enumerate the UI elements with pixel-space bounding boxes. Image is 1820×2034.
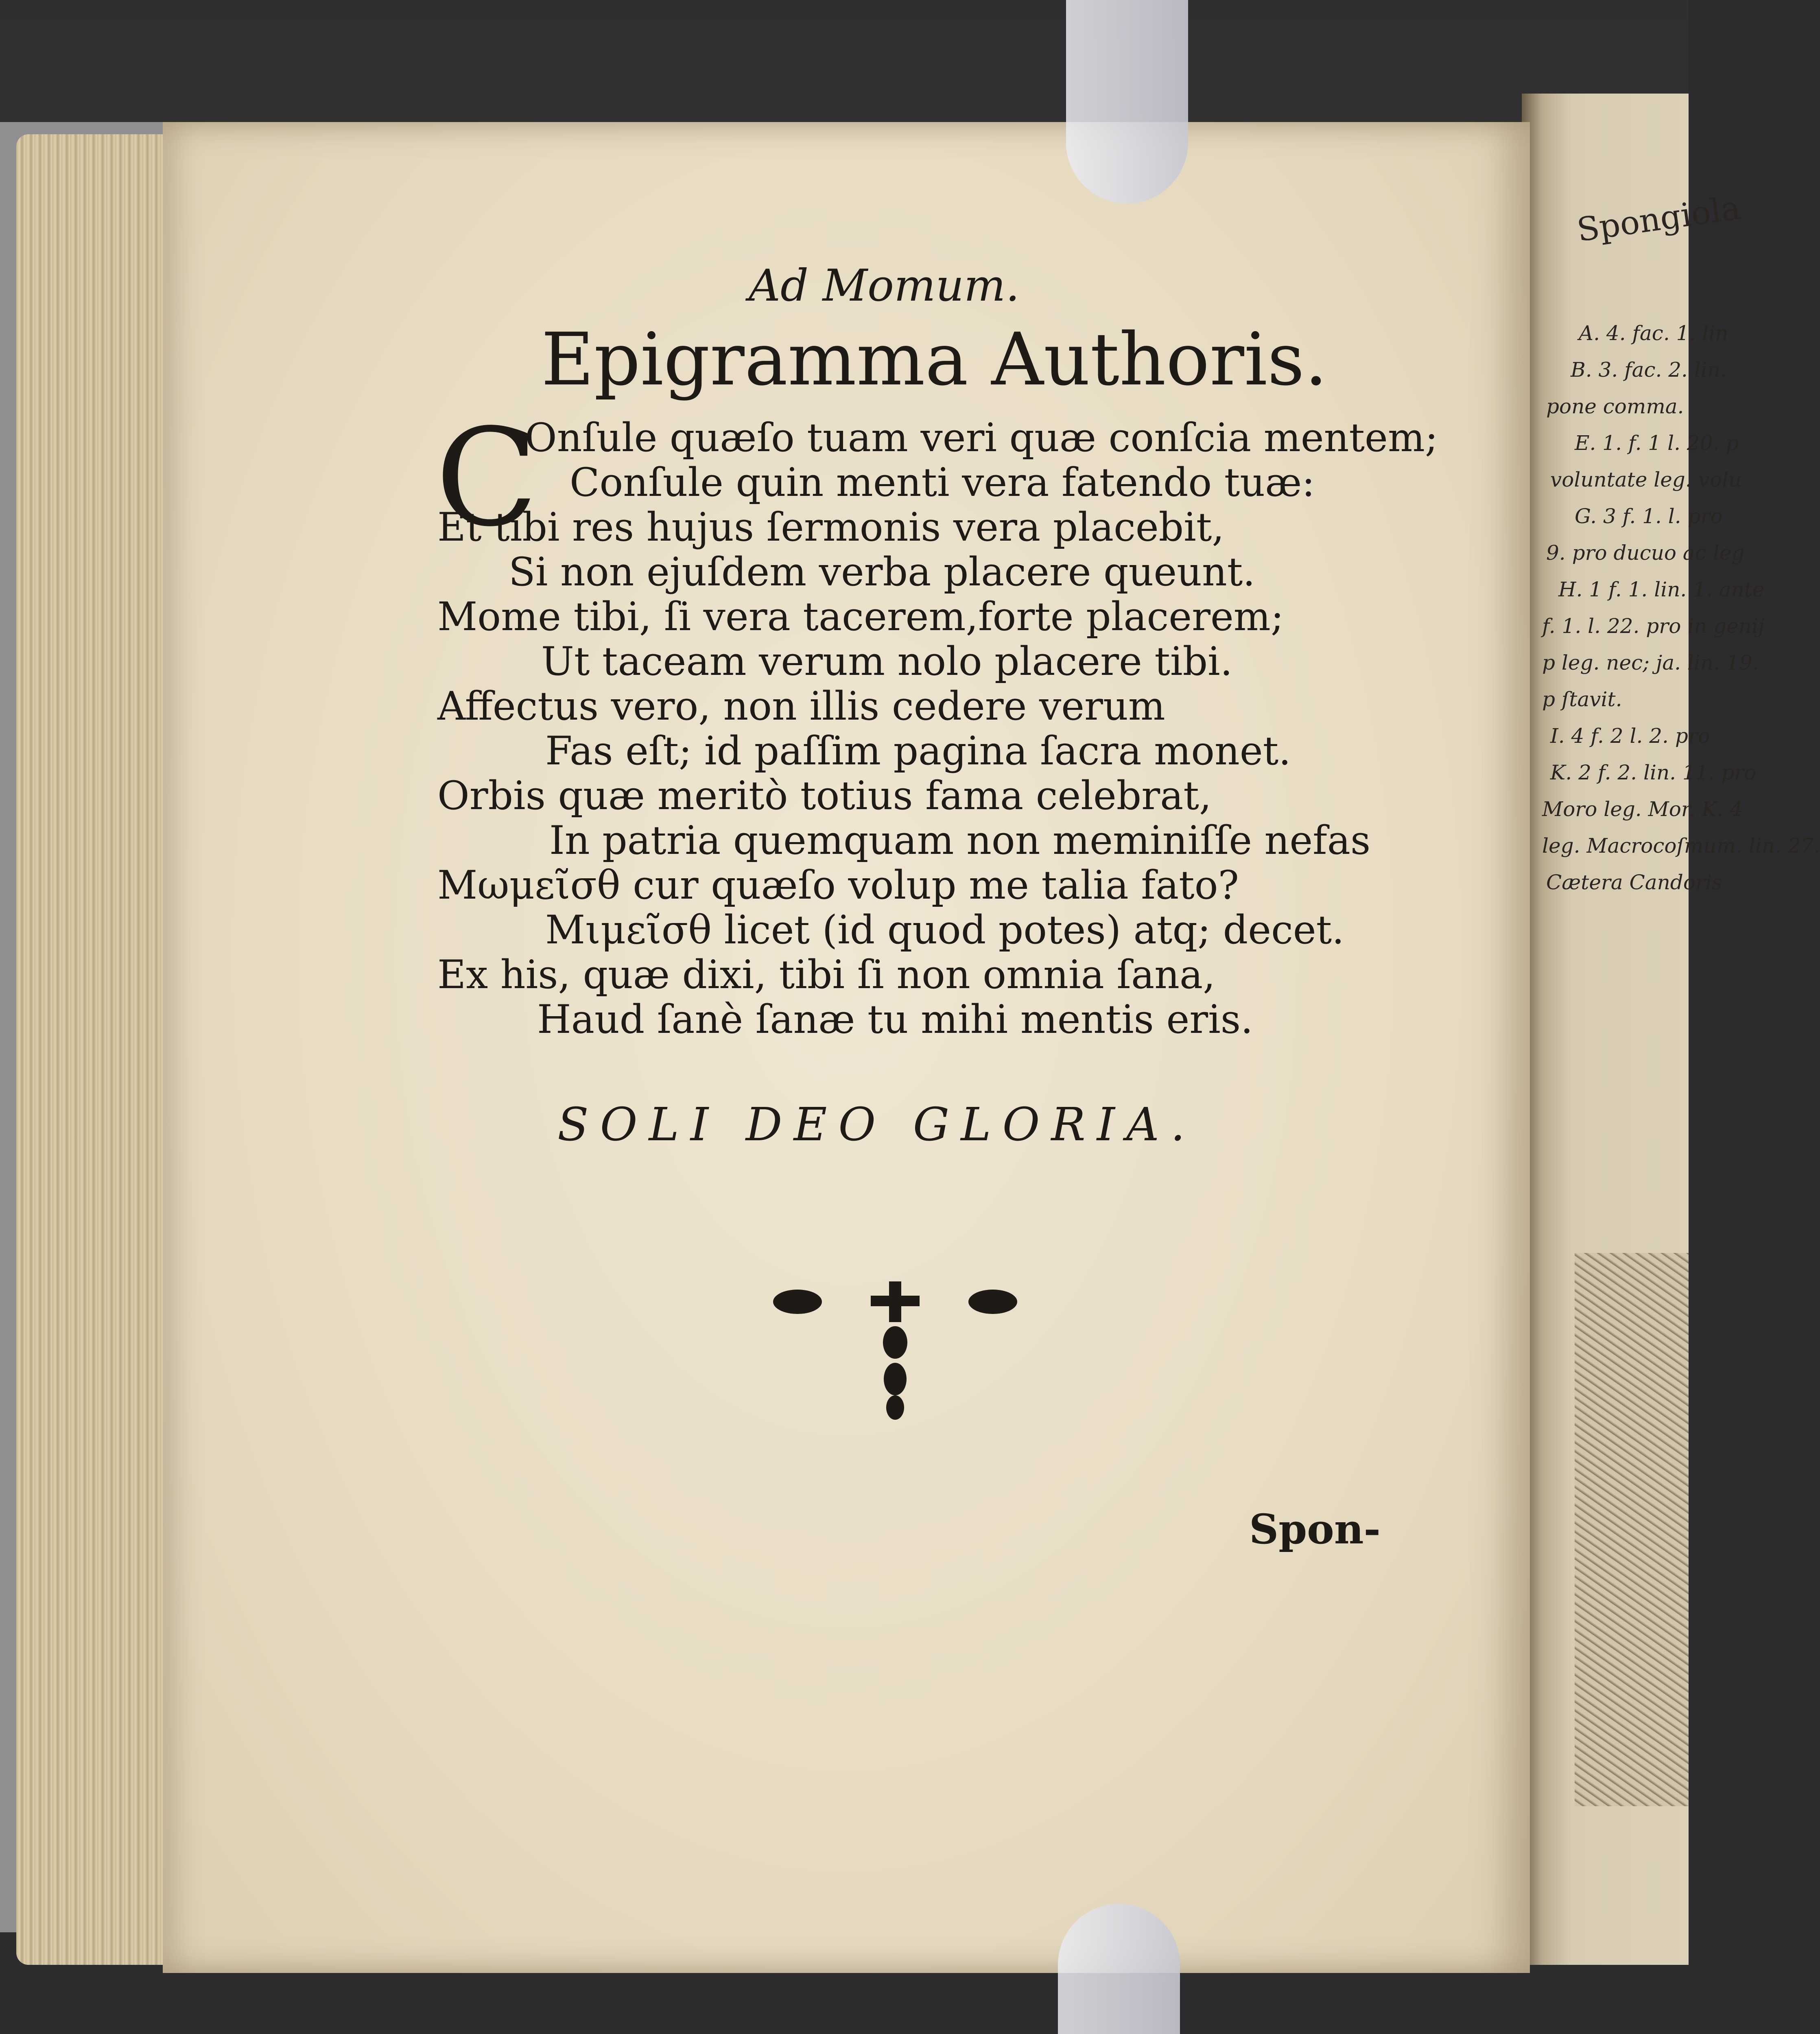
- page-clip-bottom: [1058, 1904, 1180, 2034]
- verse-line: Affectus vero, non illis cedere verum: [437, 683, 1165, 729]
- title-main: Epigramma Authoris.: [541, 317, 1328, 402]
- errata-note: Moro leg. Mor. K. 4: [1542, 797, 1743, 821]
- verse-line: Ut taceam verum nolo placere tibi.: [541, 639, 1233, 684]
- verse-line: Si non ejuſdem verba placere queunt.: [509, 549, 1255, 595]
- errata-note: H. 1 f. 1. lin. 1. ante: [1558, 578, 1765, 601]
- running-title: Spongiola: [1575, 188, 1743, 249]
- initial-letter: C: [435, 400, 538, 556]
- title-small: Ad Momum.: [749, 260, 1020, 311]
- catchword: Spon-: [1249, 1505, 1381, 1553]
- verse-line: In patria quemquam non meminiſſe nefas: [549, 818, 1371, 863]
- printers-ornament-icon: [765, 1277, 1025, 1424]
- engraving-illustration: [1575, 1253, 1689, 1806]
- errata-note: p leg. nec; ja. lin. 19.: [1542, 651, 1759, 674]
- verse-line: Ex his, quæ dixi, tibi ſi non omnia ſana,: [437, 952, 1215, 997]
- errata-note: B. 3. fac. 2. lin.: [1571, 358, 1727, 382]
- page-edges: [16, 134, 187, 1965]
- verse-line: Haud ſanè ſanæ tu mihi mentis eris.: [537, 997, 1253, 1042]
- verse-line: Μωμεῖσθ cur quæſo volup me talia fato?: [437, 862, 1239, 908]
- errata-note: p ſtavit.: [1542, 687, 1622, 711]
- errata-note: G. 3 f. 1. l. pro: [1575, 504, 1723, 528]
- errata-note: f. 1. l. 22. pro in genij: [1542, 614, 1765, 638]
- page-clip-top: [1066, 0, 1188, 203]
- closing-line: SOLI DEO GLORIA.: [557, 1098, 1197, 1151]
- verse-line: Mome tibi, ſi vera tacerem,forte placerem;: [437, 594, 1284, 639]
- verse-line: Fas eſt; id paſſim pagina ſacra monet.: [545, 728, 1291, 774]
- errata-note: I. 4 f. 2 l. 2. pro: [1550, 724, 1710, 748]
- errata-note: voluntate leg. volu: [1550, 468, 1742, 491]
- errata-note: E. 1. f. 1 l. 20. p: [1575, 431, 1739, 455]
- errata-note: pone comma.: [1546, 395, 1684, 418]
- errata-note: 9. pro ducuo ac leg: [1546, 541, 1745, 565]
- errata-note: K. 2 f. 2. lin. 11. pro: [1550, 761, 1757, 784]
- errata-note: A. 4. fac. 1. lin: [1579, 321, 1728, 345]
- verse-line: Μιμεῖσθ licet (id quod potes) atq; decet.: [545, 907, 1344, 953]
- verse-line: Et tibi res hujus ſermonis vera placebit,: [437, 504, 1224, 550]
- errata-note: Cætera Candoris: [1546, 871, 1722, 894]
- verse-line: Onſule quæſo tuam veri quæ conſcia mentem;: [525, 415, 1438, 460]
- errata-note: leg. Macrocoſmum. lin. 27.: [1542, 834, 1820, 858]
- verse-line: Orbis quæ meritò totius fama celebrat,: [437, 773, 1212, 818]
- verse-line: Conſule quin menti vera fatendo tuæ:: [570, 460, 1315, 505]
